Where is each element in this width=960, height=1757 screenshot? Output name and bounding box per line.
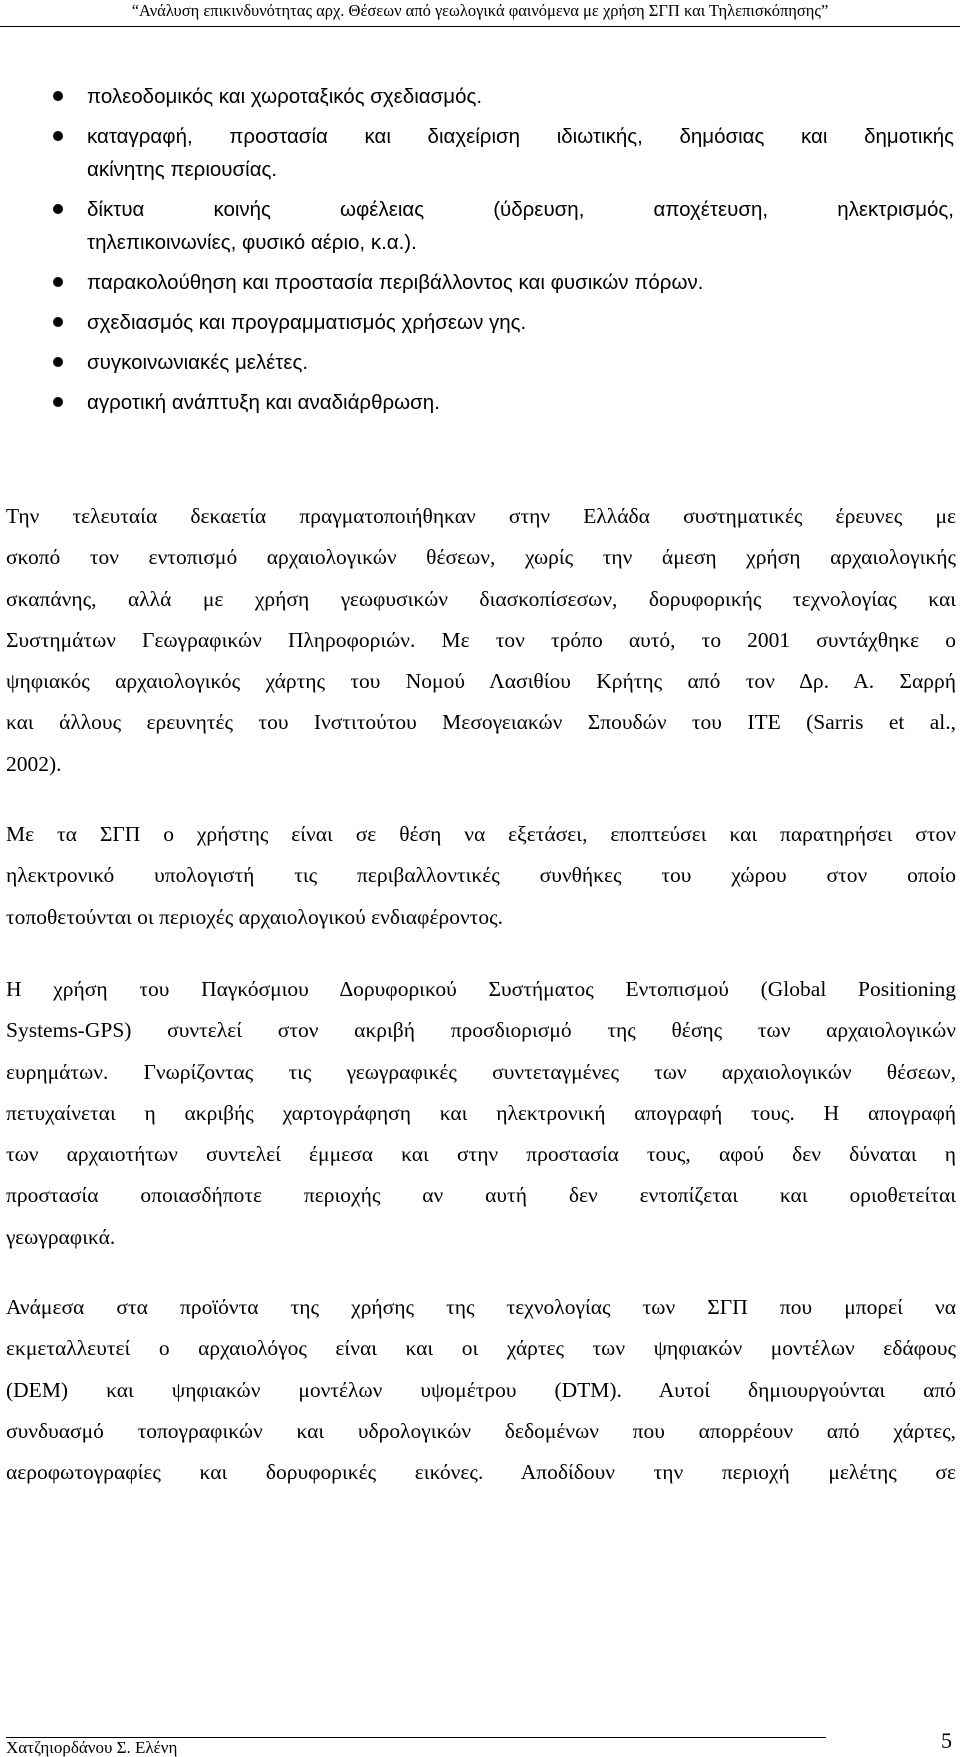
list-item-text-line: τηλεπικοινωνίες, φυσικό αέριο, κ.α.). [87,231,417,254]
paragraph-line: πετυχαίνεται η ακριβής χαρτογράφηση και ηλεκτρονική απογραφή τους. Η απογραφή [6,1100,956,1125]
paragraph-line: ηλεκτρονικό υπολογιστή τις περιβαλλοντικές συνθήκες του χώρου στον οποίο [6,863,956,888]
list-item-text: παρακολούθηση και προστασία περιβάλλοντος και φυσικών πόρων. [87,271,704,294]
bullet-icon [53,91,63,101]
list-item [0,266,960,299]
bullet-icon [53,204,63,214]
paragraph [6,496,956,785]
paragraph [6,814,956,938]
list-item [0,386,960,419]
bullet-icon [53,277,63,287]
paragraph-line: Την τελευταία δεκαετία πραγματοποιήθηκαν στην Ελλάδα συστηματικές έρευνες με [6,504,956,528]
paragraph-line: γεωγραφικά. [6,1224,116,1249]
list-item [0,306,960,339]
list-item-text: σχεδιασμός και προγραμματισμός χρήσεων γης. [87,311,527,334]
paragraph-line: (DEM) και ψηφιακών μοντέλων υψομέτρου (DTM). Αυτοί δημιουργούνται από [6,1377,956,1402]
list-item [0,193,960,259]
list-item-text-line: ακίνητης περιουσίας. [87,158,278,181]
list-item-text: αγροτική ανάπτυξη και αναδιάρθρωση. [87,391,440,414]
list-item [0,120,960,186]
running-header: “Ανάλυση επικινδυνότητας αρχ. Θέσεων από γεωλογικά φαινόμενα με χρήση ΣΓΠ και Τηλεπισκόπησης” [131,1,829,20]
list-item [0,80,960,113]
paragraph-line: σκαπάνης, αλλά με χρήση γεωφυσικών διασκοπίσεσων, δορυφορικής τεχνολογίας και [6,586,956,611]
paragraph-line: Ανάμεσα στα προϊόντα της χρήσης της τεχνολογίας των ΣΓΠ που μπορεί να [6,1295,956,1319]
bullet-icon [53,397,63,407]
paragraph-line: και άλλους ερευνητές του Ινστιτούτου Μεσογειακών Σπουδών του ΙΤΕ (Sarris et al., [6,710,956,735]
paragraph-line: Με τα ΣΓΠ ο χρήστης είναι σε θέση να εξετάσει, εποπτεύσει και παρατηρήσει στον [6,822,956,846]
paragraph-line: σκοπό τον εντοπισμό αρχαιολογικών θέσεων, χωρίς την άμεση χρήση αρχαιολογικής [6,545,956,570]
bullet-icon [53,357,63,367]
paragraph-line: αεροφωτογραφίες και δορυφορικές εικόνες. Αποδίδουν την περιοχή μελέτης σε [6,1460,956,1485]
paragraph-line: ψηφιακός αρχαιολογικός χάρτης του Νομού Λασιθίου Κρήτης από τον Δρ. Α. Σαρρή [6,669,956,694]
paragraph-line: Συστημάτων Γεωγραφικών Πληροφοριών. Με τον τρόπο αυτό, το 2001 συντάχθηκε ο [6,627,956,652]
paragraph-line: τοποθετούνται οι περιοχές αρχαιολογικού ενδιαφέροντος. [6,904,503,929]
list-item-text: πολεοδομικός και χωροταξικός σχεδιασμός. [87,85,483,108]
bullet-list [0,80,960,426]
paragraph-line: Systems-GPS) συντελεί στον ακριβή προσδιορισμό της θέσης των αρχαιολογικών [6,1018,956,1043]
paragraph-line: προστασία οποιασδήποτε περιοχής αν αυτή δεν εντοπίζεται και οριοθετείται [6,1183,956,1208]
paragraph-line: των αρχαιοτήτων συντελεί έμμεσα και στην προστασία τους, αφού δεν δύναται η [6,1142,956,1167]
paragraph-line: ευρημάτων. Γνωρίζοντας τις γεωγραφικές συντεταγμένες των αρχαιολογικών θέσεων, [6,1059,956,1084]
paragraph-line: συνδυασμό τοπογραφικών και υδρολογικών δεδομένων που απορρέουν από χάρτες, [6,1418,956,1443]
paragraph [6,1287,956,1493]
header-rule [0,26,960,27]
paragraph-line: 2002). [6,751,62,776]
paragraph-line: εκμεταλλευτεί ο αρχαιολόγος είναι και οι χάρτες των ψηφιακών μοντέλων εδάφους [6,1336,956,1361]
page-number: 5 [941,1728,952,1753]
paragraph [6,969,956,1258]
paragraph-line: Η χρήση του Παγκόσμιου Δορυφορικού Συστήματος Εντοπισμού (Global Positioning [6,977,956,1001]
bullet-icon [53,317,63,327]
list-item-text-line: δίκτυα κοινής ωφέλειας (ύδρευση, αποχέτευση, ηλεκτρισμός, [87,198,954,221]
footer-author: Χατζηιορδάνου Σ. Ελένη [6,1738,178,1757]
list-item-text-line: καταγραφή, προστασία και διαχείριση ιδιωτικής, δημόσιας και δημοτικής [87,125,954,148]
list-item [0,346,960,379]
bullet-icon [53,131,63,141]
list-item-text: συγκοινωνιακές μελέτες. [87,351,309,374]
